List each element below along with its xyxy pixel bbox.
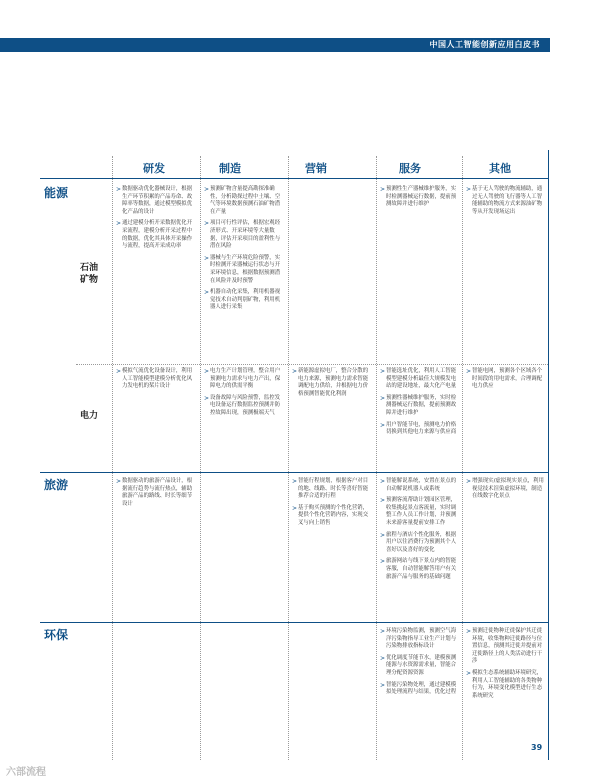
right-rule (548, 150, 549, 760)
sector-travel: 旅游 (44, 478, 69, 492)
header-bar (0, 38, 550, 52)
list-item: > 基于购买预测的个性化营销，提供个性化营销内容，实现交叉与向上销售 (292, 505, 372, 528)
list-item: > 设备故障与风险预警，监控发电设备运行数据监控预测并防控故障出现，预测极端天气 (204, 395, 284, 418)
cell-power-mfg (204, 368, 284, 422)
list-item: > 器械与生产环境危险预警，实时检测开采器械运行状态与开采环境信息，根据数据预测潜在风险并及时预警 (204, 255, 284, 285)
cell-travel-svc (380, 478, 458, 585)
list-item: > 用户智能节电，预测电力价格切换到其他电力来源与供应商 (380, 422, 458, 437)
list-item: > 预测客流帮助计划园区管理，收集挑起景点客流量，实时调整工作人员工作计划，并预测未来游客量提前安排工作 (380, 497, 458, 527)
subsector-oil-minerals: 石油 矿物 (80, 263, 99, 285)
list-item: > 智能电网，预测各个区域各个时间段的用电需求，合理调配电力供应 (466, 368, 544, 391)
column-divider (200, 156, 201, 760)
cell-travel-rd (116, 478, 196, 512)
column-divider (288, 156, 289, 760)
row-divider-travel (40, 472, 548, 473)
list-item: > 通过建模分析开采数据优化开采流程，建模分析开采过程中的数据，优化其具体开采操作与流程，提高开采成功率 (116, 220, 196, 250)
list-item: > 机器自动化采集，利用机器视觉技术自动判别矿物，利用机器人进行采集 (204, 289, 284, 312)
list-item: > 预测性生产器械维护服务，实时检测器械运行数据，提前预测故障并进行维护 (380, 186, 458, 209)
list-item: > 优化调度节能节水，建模预测能源与水资源需求量，智能合理分配资源资源 (380, 655, 458, 678)
list-item: > 智能行程规划，根据客户对目的地、线路、时长等喜好智能推荐合适的行程 (292, 478, 372, 501)
list-item: > 基于无人驾驶的物流辅助，通过无人驾驶的飞行器等人工智能辅助的物流方式来源油矿物等从开发现场运出 (466, 186, 544, 216)
cell-power-other (466, 368, 544, 395)
list-item: > 智能解说系统，安置在景点的自动解说机器人或系统 (380, 478, 458, 493)
column-divider (112, 156, 113, 760)
cell-env-other (466, 628, 544, 704)
list-item: > 旅程与酒店个性化服务，根据用户以往消费行为预测其个人喜好以及喜好的变化 (380, 532, 458, 555)
list-item: > 预测迁徙物种迁徙保护其迁徙环境，收集物种迁徙路径与位置信息，预测其迁徙并提前对迁徙路径上的人类活动进行干涉 (466, 628, 544, 666)
column-header-mfg: 制造 (219, 162, 241, 175)
list-item: > 旅游网站与线下景点内的智能客服，自动智能解答用户有关旅游产品与服务的基础问题 (380, 558, 458, 581)
cell-travel-mkt (292, 478, 372, 532)
list-item: > 数据驱动的旅游产品设计，根据流行趋势与流行热点，辅助旅游产品的路线、时长等细节设计 (116, 478, 196, 508)
cell-travel-other (466, 478, 544, 505)
column-header-svc: 服务 (399, 162, 421, 175)
list-item: > 项目可行性评估，根据宏观经济形式、开采环境等大量数据，评估开采项目的盈利性与潜在风险 (204, 220, 284, 250)
cell-env-svc (380, 628, 458, 701)
page-number: 39 (531, 743, 543, 752)
cell-power-mkt (292, 368, 372, 402)
sector-energy: 能源 (44, 186, 69, 200)
cell-oil-mfg (204, 186, 284, 316)
list-item: > 模拟生态系统辅助环境研究，利用人工智能辅助的各类物种行为，环境变化模型进行生态系统研究 (466, 670, 544, 700)
column-header-mkt: 营销 (305, 162, 327, 175)
cell-power-rd (116, 368, 196, 395)
column-header-other: 其他 (489, 162, 511, 175)
cell-oil-svc (380, 186, 458, 213)
list-item: > 电力生产计划管理，整合用户预测电力需求与电力产出，保障电力的供需平衡 (204, 368, 284, 391)
cell-oil-other (466, 186, 544, 220)
list-item: > 数据驱动优化器械设计，根据生产环节积累的产品寿命、故障率等数据，通过模型模拟优化产品的设计 (116, 186, 196, 216)
list-item: > 智能选址优化，利用人工智能模型建模分析最佳大规模发电站的建设地址，最大化产电量 (380, 368, 458, 391)
watermark: 六部流程 (6, 767, 46, 778)
subsector-power: 电力 (80, 411, 99, 421)
list-item: > 预测性器械维护服务，实时检测器械运行数据，提前预测故障并进行维护 (380, 395, 458, 418)
row-divider-power (76, 364, 548, 365)
list-item: > 预测矿物含量提高勘探准确性，分析勘探过程中土壤、空气等环境数据预测石油矿物潜在产量 (204, 186, 284, 216)
column-header-rd: 研发 (143, 162, 165, 175)
sector-environment: 环保 (44, 628, 69, 642)
list-item: > 模拟气流优化设备设计，利用人工智能模型建模分析优化风力发电机的桨片设计 (116, 368, 196, 391)
header-title: 中国人工智能创新应用白皮书 (429, 40, 540, 49)
list-item: > 环境污染物监测，预测空气海洋污染物指导工业生产计划与污染物排放指标设计 (380, 628, 458, 651)
column-divider (376, 156, 377, 760)
column-divider (462, 156, 463, 760)
list-item: > 智能污染物处理，通过建模模拟处理流程与结果，优化过程 (380, 682, 458, 697)
cell-oil-rd (116, 186, 196, 255)
list-item: > 增强现实/虚拟现实景点，利用视觉技术渲染虚拟环境，制造在线数字化景点 (466, 478, 544, 501)
row-divider-env (40, 622, 548, 623)
row-divider-top (40, 178, 548, 179)
list-item: > 新能源虚拟电厂，整合分散的电力来源，预测电力需求智能调配电力供给，并根据电力价格预测智能优化利润 (292, 368, 372, 398)
cell-power-svc (380, 368, 458, 441)
